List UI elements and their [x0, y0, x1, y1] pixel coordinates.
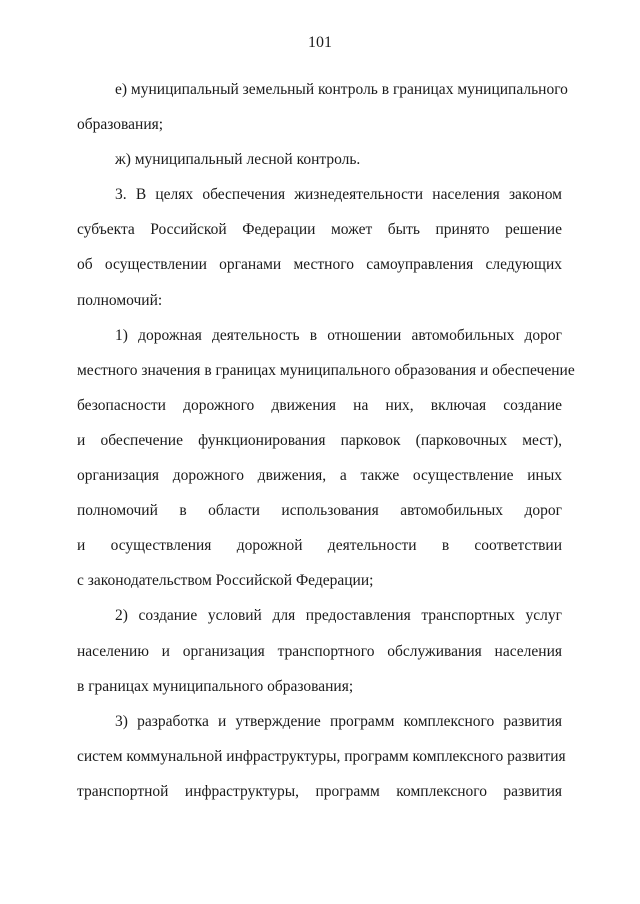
text-line: безопасности дорожного движения на них, включая создание — [77, 396, 562, 414]
text-line: е) муниципальный земельный контроль в границах муниципального — [115, 81, 568, 98]
text-line: и обеспечение функционирования парковок (парковочных мест), — [77, 431, 562, 449]
text-line: полномочий: — [77, 291, 163, 309]
page-number: 101 — [308, 34, 332, 51]
text-line: 1) дорожная деятельность в отношении автомобильных дорог — [115, 326, 562, 344]
text-line: субъекта Российской Федерации может быть принято решение — [77, 221, 562, 239]
text-line: 3) разработка и утверждение программ комплексного развития — [115, 712, 562, 730]
text-line: 2) создание условий для предоставления транспортных услуг — [115, 607, 562, 625]
text-line: и осуществления дорожной деятельности в соответствии — [77, 537, 562, 555]
text-line: 3. В целях обеспечения жизнедеятельности населения законом — [115, 186, 562, 204]
text-line: с законодательством Российской Федерации; — [77, 572, 374, 590]
text-line: об осуществлении органами местного самоуправления следующих — [77, 256, 562, 274]
text-line: образования; — [77, 116, 164, 134]
text-line: транспортной инфраструктуры, программ комплексного развития — [77, 782, 562, 800]
text-line: полномочий в области использования автомобильных дорог — [77, 502, 562, 520]
text-line: местного значения в границах муниципального образования и обеспечение — [77, 361, 575, 379]
text-line: в границах муниципального образования; — [77, 677, 354, 695]
text-line: систем коммунальной инфраструктуры, программ комплексного развития — [77, 747, 566, 765]
text-line: организация дорожного движения, а также осуществление иных — [77, 467, 562, 485]
document-body — [77, 72, 575, 809]
text-line: населению и организация транспортного обслуживания населения — [77, 642, 562, 660]
text-line: ж) муниципальный лесной контроль. — [115, 151, 361, 169]
